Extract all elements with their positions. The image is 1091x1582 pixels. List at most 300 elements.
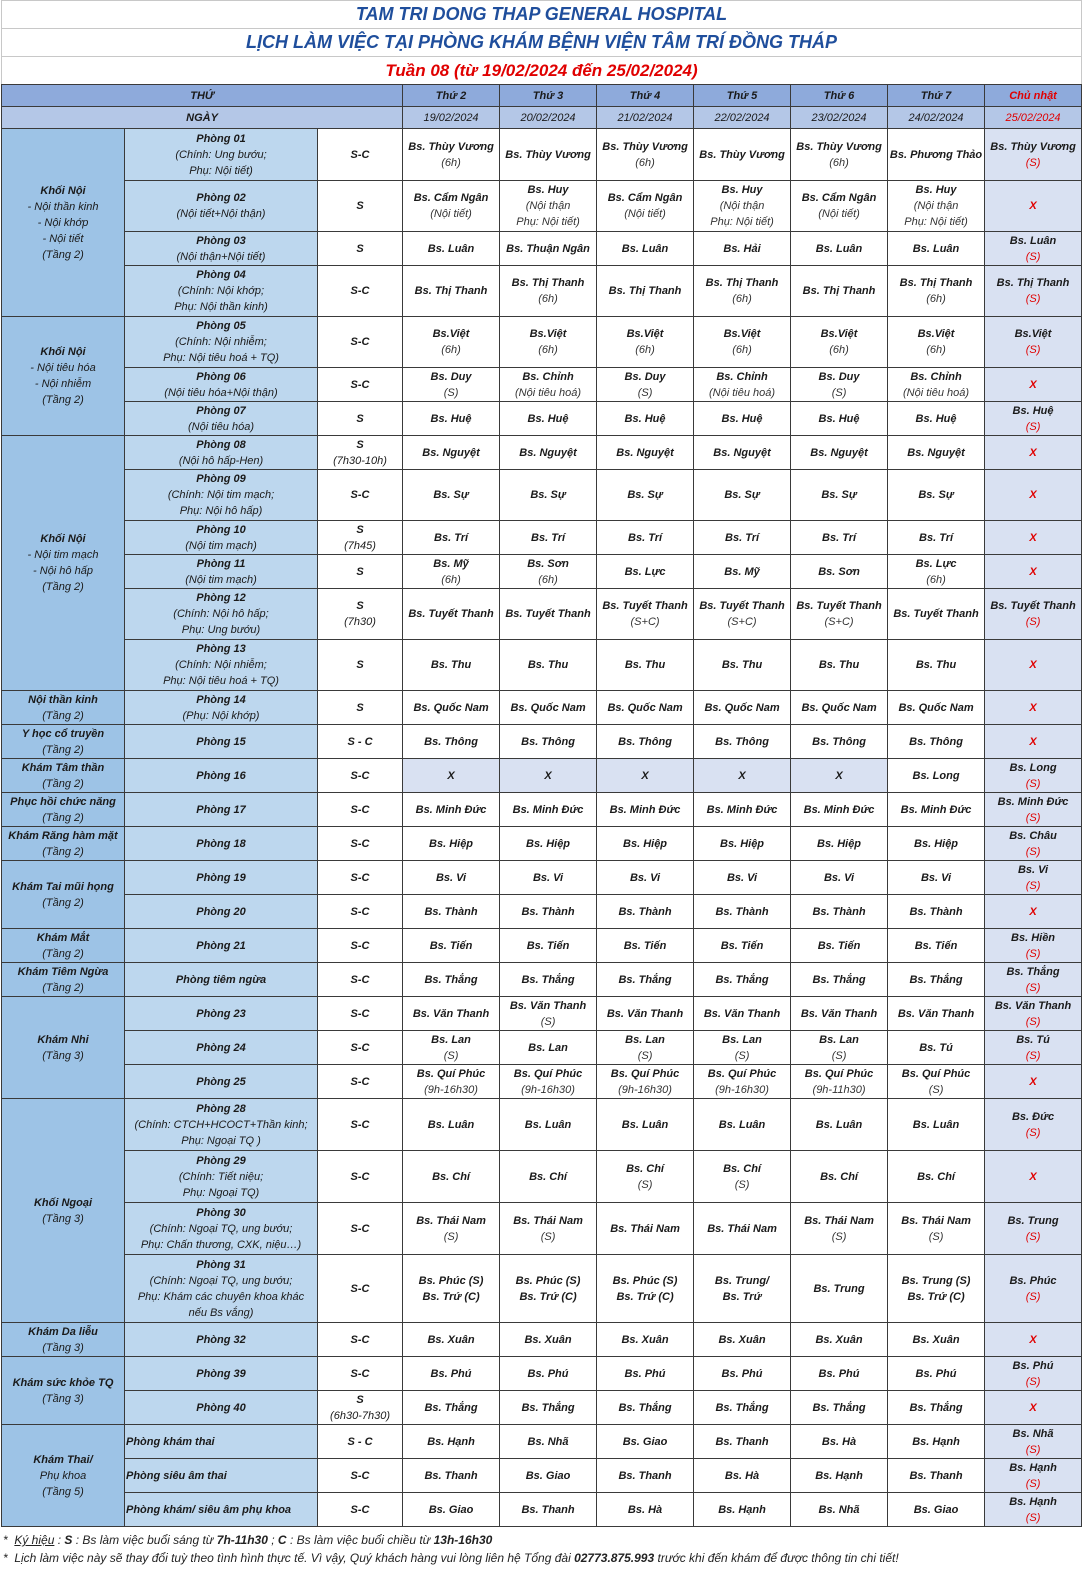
- doctor-name: Bs. Hiệp: [914, 837, 959, 850]
- block-detail: (Tầng 2): [42, 581, 84, 593]
- doctor-name: Bs. Thị Thanh: [802, 285, 876, 297]
- block-name: Khám Mắt: [36, 931, 90, 944]
- doctor-note: Phụ: Nội tiết): [710, 216, 774, 228]
- shift-code: S-C: [350, 1282, 370, 1295]
- doctor-name: Bs. Vi: [629, 871, 661, 884]
- day-date: 23/02/2024: [791, 107, 888, 129]
- doctor-name: Bs. Cẩm Ngân: [413, 192, 489, 204]
- doctor-name: Bs. Chí: [723, 1162, 761, 1175]
- doctor-name: Bs. Phúc: [1009, 1274, 1057, 1287]
- doctor-note: (S): [1025, 1290, 1041, 1303]
- room-name: Phòng 14: [196, 693, 246, 706]
- doctor-note: (S): [1025, 1230, 1041, 1243]
- block-cell: [2, 997, 125, 1099]
- doctor-cell: [791, 1099, 888, 1151]
- schedule-row: [2, 1255, 1082, 1323]
- doctor-note: (S+C): [727, 616, 757, 628]
- shift-code: S-C: [350, 1118, 370, 1131]
- room-name: Phòng 02: [196, 192, 246, 204]
- off-mark: X: [1029, 701, 1037, 714]
- room-specialty: nếu Bs vắng): [188, 1306, 254, 1319]
- doctor-name: Bs. Thùy Vương: [699, 148, 785, 161]
- doctor-name: Bs. Tuyết Thanh: [408, 608, 494, 620]
- doctor-name: Bs. Nguyệt: [519, 446, 577, 459]
- doctor-cell: [694, 402, 791, 436]
- room-specialty: (Chính: Nội khớp;: [177, 285, 265, 297]
- doctor-note: (S): [637, 1178, 653, 1191]
- doctor-cell: [500, 555, 597, 589]
- doctor-note: (6h): [829, 344, 849, 356]
- room-cell: [125, 691, 318, 725]
- doctor-cell: [500, 1459, 597, 1493]
- hotline-number: 02773.875.993: [574, 1551, 655, 1565]
- schedule-page: [1, 0, 1082, 1567]
- block-name: Khám Tai mũi họng: [12, 880, 114, 893]
- doctor-name: Bs. Luân: [815, 1118, 863, 1131]
- doctor-name: Bs. Thắng: [618, 973, 672, 986]
- shift-cell: [318, 1151, 403, 1203]
- room-name: Phòng 19: [196, 871, 246, 884]
- shift-cell: [318, 402, 403, 436]
- doctor-cell: [500, 181, 597, 232]
- doctor-name: Bs. Minh Đức: [997, 795, 1069, 808]
- shift-code: S-C: [350, 1075, 370, 1088]
- doctor-note: (S): [1025, 1375, 1041, 1388]
- doctor-cell: [597, 181, 694, 232]
- room-cell: [125, 1203, 318, 1255]
- doctor-name: Bs. Xuân: [427, 1333, 475, 1346]
- doctor-name: Bs. Hiệp: [720, 837, 765, 850]
- doctor-cell: [694, 129, 791, 181]
- doctor-cell: [403, 640, 500, 691]
- doctor-cell: [694, 861, 791, 895]
- room-specialty: (Nội thận+Nội tiết): [176, 250, 266, 263]
- schedule-row: [2, 232, 1082, 266]
- doctor-name: Bs. Văn Thanh: [606, 1007, 684, 1020]
- doctor-cell: [985, 793, 1082, 827]
- doctor-cell: [694, 470, 791, 521]
- doctor-cell: [500, 521, 597, 555]
- doctor-name: Bs. Thành: [618, 905, 672, 918]
- block-detail: (Tầng 2): [42, 743, 84, 756]
- doctor-cell: [403, 1493, 500, 1527]
- doctor-cell: [985, 827, 1082, 861]
- block-name: Khám sức khỏe TQ: [12, 1376, 114, 1389]
- doctor-cell: [694, 963, 791, 997]
- room-specialty: (Chính: Ngoại TQ, ung bướu;: [149, 1222, 293, 1235]
- doctor-name: Bs. Xuân: [524, 1333, 572, 1346]
- room-cell: [125, 1391, 318, 1425]
- block-name: Y học cổ truyền: [21, 727, 105, 740]
- doctor-name: Bs. Thu: [818, 659, 860, 671]
- doctor-cell: [500, 1203, 597, 1255]
- legend-c-text: : Bs làm việc buổi chiều từ: [289, 1533, 431, 1547]
- block-detail: (Tầng 2): [42, 709, 84, 722]
- shift-time: (7h45): [344, 539, 376, 552]
- room-specialty: (Nội tiết+Nội thận): [176, 208, 266, 220]
- block-detail: - Nội hô hấp: [33, 565, 93, 577]
- doctor-note: (S): [928, 1083, 944, 1096]
- doctor-name: Bs. Thắng: [909, 973, 963, 986]
- doctor-cell: [694, 640, 791, 691]
- room-name: Phòng 24: [196, 1041, 246, 1054]
- doctor-cell: [791, 1151, 888, 1203]
- shift-code: S - C: [347, 735, 373, 748]
- off-mark: X: [447, 769, 455, 782]
- doctor-name: Bs. Thắng: [812, 1401, 866, 1414]
- schedule-row: [2, 1323, 1082, 1357]
- room-specialty: Phụ: Ngoại TQ ): [181, 1134, 261, 1147]
- doctor-name: Bs.Việt: [917, 328, 955, 340]
- doctor-cell: [597, 317, 694, 368]
- schedule-row: [2, 1151, 1082, 1203]
- doctor-name: Bs. Vi: [823, 871, 855, 884]
- shift-cell: [318, 929, 403, 963]
- shift-code: S-C: [350, 148, 370, 161]
- doctor-name: Bs. Quí Phúc: [707, 1067, 777, 1080]
- doctor-name: Bs. Sự: [433, 489, 469, 501]
- room-name: Phòng 01: [196, 132, 246, 145]
- doctor-cell: [694, 589, 791, 640]
- doctor-name: Bs. Hà: [724, 1469, 760, 1482]
- room-cell: [125, 368, 318, 402]
- shift-cell: [318, 963, 403, 997]
- doctor-name: Bs. Lan: [722, 1033, 762, 1046]
- block-name: Phục hồi chức năng: [10, 795, 116, 808]
- room-specialty: (Phụ: Nội khớp): [182, 709, 260, 722]
- room-name: Phòng 11: [196, 557, 246, 570]
- doctor-cell: [597, 436, 694, 470]
- doctor-cell: [403, 861, 500, 895]
- doctor-cell: [500, 589, 597, 640]
- room-specialty: (Chính: Nội nhiễm;: [175, 659, 267, 671]
- doctor-name: Bs. Thị Thanh: [608, 285, 682, 297]
- doctor-name: Bs. Thắng: [715, 973, 769, 986]
- shift-code: S-C: [350, 1222, 370, 1235]
- doctor-name: Bs. Chí: [820, 1170, 858, 1183]
- doctor-note: (9h-16h30): [715, 1083, 769, 1096]
- day-label: Thứ 6: [791, 85, 888, 107]
- doctor-note: (9h-16h30): [424, 1083, 478, 1096]
- schedule-row: [2, 1031, 1082, 1065]
- room-specialty: (Nội tiêu hóa+Nội thận): [164, 386, 278, 399]
- schedule-row: [2, 470, 1082, 521]
- doctor-cell: [888, 1151, 985, 1203]
- shift-code: S - C: [347, 1435, 373, 1448]
- doctor-cell: [791, 997, 888, 1031]
- doctor-cell: [694, 725, 791, 759]
- doctor-cell: [597, 827, 694, 861]
- doctor-name: Bs. Hiền: [1011, 931, 1056, 944]
- doctor-cell: [403, 1459, 500, 1493]
- block-detail: (Tầng 3): [42, 1392, 84, 1405]
- doctor-note: (Nội tiêu hoá): [515, 386, 582, 399]
- schedule-row: [2, 691, 1082, 725]
- off-mark: X: [1029, 446, 1037, 459]
- doctor-name: Bs. Sự: [627, 489, 663, 501]
- block-detail: (Tầng 2): [42, 394, 84, 406]
- doctor-name: Bs. Xuân: [621, 1333, 669, 1346]
- schedule-row: [2, 1065, 1082, 1099]
- off-mark: X: [544, 769, 552, 782]
- shift-cell: [318, 181, 403, 232]
- schedule-row: [2, 997, 1082, 1031]
- doctor-name: Bs. Tuyết Thanh: [505, 608, 591, 620]
- off-mark: X: [835, 769, 843, 782]
- doctor-name: Bs. Huệ: [818, 412, 860, 425]
- doctor-cell: [791, 266, 888, 317]
- doctor-name: Bs.Việt: [1014, 328, 1052, 340]
- block-cell: [2, 129, 125, 317]
- doctor-cell: [888, 929, 985, 963]
- doctor-cell: [985, 725, 1082, 759]
- doctor-cell: [597, 1255, 694, 1323]
- doctor-cell: [500, 997, 597, 1031]
- doctor-name: Bs.Việt: [432, 328, 470, 340]
- doctor-note: (S): [734, 1049, 750, 1062]
- room-cell: [125, 895, 318, 929]
- room-cell: [125, 1459, 318, 1493]
- doctor-cell: [500, 895, 597, 929]
- room-name: Phòng 05: [196, 320, 246, 332]
- block-detail: (Tầng 3): [42, 1049, 84, 1062]
- room-name: Phòng 10: [196, 523, 246, 536]
- doctor-cell: [403, 691, 500, 725]
- doctor-note: (Nội tiết): [624, 208, 666, 220]
- doctor-name: Bs. Phúc (S): [612, 1274, 678, 1287]
- doctor-cell: [500, 929, 597, 963]
- day-header-row: [2, 85, 1082, 107]
- shift-cell: [318, 521, 403, 555]
- doctor-cell: [791, 759, 888, 793]
- doctor-cell: [888, 1425, 985, 1459]
- doctor-name: Bs. Lực: [624, 565, 666, 578]
- doctor-cell: [694, 1425, 791, 1459]
- doctor-cell: [888, 1099, 985, 1151]
- doctor-cell: [597, 861, 694, 895]
- doctor-cell: [888, 725, 985, 759]
- doctor-name: Bs. Chỉnh: [716, 370, 768, 383]
- schedule-body: [2, 85, 1082, 1527]
- room-specialty: (Chính: Nội tim mạch;: [167, 489, 275, 501]
- room-specialty: Phụ: Nội thần kinh): [174, 301, 268, 313]
- doctor-name: Bs. Huệ: [915, 412, 957, 425]
- doctor-cell: [985, 895, 1082, 929]
- room-specialty: Phụ: Nội tiết): [189, 164, 253, 177]
- doctor-name: Bs. Trí: [725, 531, 760, 544]
- shift-time: (6h30-7h30): [330, 1409, 390, 1422]
- doctor-cell: [694, 317, 791, 368]
- doctor-cell: [597, 1459, 694, 1493]
- doctor-note: (6h): [732, 344, 752, 356]
- doctor-cell: [888, 1323, 985, 1357]
- room-name: Phòng 13: [196, 643, 246, 655]
- shift-cell: [318, 725, 403, 759]
- contact-note: * Lịch làm việc này sẽ thay đổi tuỳ theo tình hình thực tế. Vì vậy, Quý khách hàng vui lòng liên hệ Tổng đài 02773.875.993 trước khi đến khám để được thông tin chi tiết!: [3, 1551, 899, 1565]
- doctor-name: Bs. Xuân: [912, 1333, 960, 1346]
- doctor-name: Bs. Văn Thanh: [800, 1007, 878, 1020]
- doctor-cell: [985, 929, 1082, 963]
- doctor-cell: [694, 521, 791, 555]
- doctor-cell: [500, 1099, 597, 1151]
- schedule-row: [2, 1391, 1082, 1425]
- doctor-name: Bs. Thái Nam: [707, 1222, 777, 1235]
- off-mark: X: [1029, 1075, 1037, 1088]
- shift-cell: [318, 640, 403, 691]
- doctor-cell: [500, 827, 597, 861]
- legend-s-text: : Bs làm việc buổi sáng từ: [75, 1533, 214, 1547]
- doctor-cell: [597, 1357, 694, 1391]
- day-label: Thứ 3: [500, 85, 597, 107]
- schedule-row: [2, 1203, 1082, 1255]
- doctor-name: Bs. Luân: [912, 1118, 960, 1131]
- room-cell: [125, 181, 318, 232]
- doctor-cell: [985, 1065, 1082, 1099]
- doctor-cell: [500, 402, 597, 436]
- doctor-cell: [888, 181, 985, 232]
- block-cell: [2, 861, 125, 929]
- doctor-name: Bs. Nhã: [527, 1435, 569, 1448]
- room-name: Phòng 31: [196, 1258, 246, 1271]
- shift-code: S-C: [350, 1333, 370, 1346]
- room-cell: [125, 232, 318, 266]
- doctor-name: Bs. Huệ: [721, 412, 763, 425]
- doctor-cell: [597, 129, 694, 181]
- room-name: Phòng 03: [196, 234, 246, 247]
- doctor-cell: [694, 436, 791, 470]
- doctor-cell: [694, 1357, 791, 1391]
- room-name: Phòng tiêm ngừa: [175, 973, 267, 986]
- block-name: Khối Nội: [40, 533, 86, 545]
- off-mark: X: [1029, 1170, 1037, 1183]
- doctor-cell: [403, 1357, 500, 1391]
- shift-cell: [318, 1357, 403, 1391]
- off-mark: X: [1029, 531, 1037, 544]
- doctor-cell: [597, 521, 694, 555]
- doctor-cell: [791, 793, 888, 827]
- doctor-name: Bs. Duy: [818, 370, 860, 383]
- doctor-note: Phụ: Nội tiết): [904, 216, 968, 228]
- doctor-name: Bs. Nguyệt: [422, 446, 480, 459]
- doctor-name: Bs. Sự: [821, 489, 857, 501]
- legend-c-time: 13h-16h30: [433, 1533, 493, 1547]
- doctor-name: Bs. Tiến: [914, 939, 958, 952]
- doctor-name: Bs. Thanh: [909, 1469, 963, 1482]
- block-name: Khám Da liễu: [28, 1325, 98, 1338]
- block-detail: - Nội tiết: [42, 232, 84, 245]
- doctor-note: (6h): [635, 156, 655, 169]
- doctor-name: Bs.Việt: [820, 328, 858, 340]
- doctor-cell: [888, 521, 985, 555]
- schedule-row: [2, 436, 1082, 470]
- doctor-cell: [888, 368, 985, 402]
- doctor-name: Bs. Xuân: [718, 1333, 766, 1346]
- schedule-row: [2, 1357, 1082, 1391]
- doctor-name: Bs. Văn Thanh: [412, 1007, 490, 1020]
- doctor-cell: [985, 266, 1082, 317]
- doctor-cell: [500, 1357, 597, 1391]
- schedule-row: [2, 317, 1082, 368]
- room-name: Phòng khám thai: [126, 1435, 215, 1448]
- doctor-name: Bs. Cẩm Ngân: [607, 192, 683, 204]
- shift-cell: [318, 555, 403, 589]
- doctor-note: (6h): [926, 293, 946, 305]
- shift-cell: [318, 1459, 403, 1493]
- doctor-name: Bs. Luân: [718, 1118, 766, 1131]
- off-mark: X: [738, 769, 746, 782]
- day-date: 24/02/2024: [888, 107, 985, 129]
- block-name: Khám Tâm thần: [21, 761, 105, 774]
- doctor-name: Bs.Việt: [723, 328, 761, 340]
- doctor-cell: [888, 691, 985, 725]
- doctor-name: Bs. Tuyết Thanh: [990, 600, 1076, 612]
- shift-cell: [318, 827, 403, 861]
- block-detail: (Tầng 3): [42, 1212, 84, 1225]
- doctor-cell: [888, 1065, 985, 1099]
- doctor-name: Bs. Hạnh: [815, 1469, 863, 1482]
- room-cell: [125, 725, 318, 759]
- doctor-cell: [888, 963, 985, 997]
- doctor-cell: [888, 266, 985, 317]
- room-cell: [125, 436, 318, 470]
- doctor-name: Bs. Long: [912, 769, 960, 782]
- doctor-cell: [403, 997, 500, 1031]
- room-name: Phòng 32: [196, 1333, 246, 1346]
- doctor-cell: [500, 1065, 597, 1099]
- doctor-cell: [985, 317, 1082, 368]
- doctor-note: (9h-11h30): [812, 1083, 866, 1096]
- doctor-name: Bs. Thùy Vương: [408, 140, 494, 153]
- doctor-name: Bs. Thùy Vương: [796, 140, 882, 153]
- doctor-cell: [791, 1065, 888, 1099]
- room-cell: [125, 1255, 318, 1323]
- doctor-cell: [694, 793, 791, 827]
- room-cell: [125, 1099, 318, 1151]
- note-text: Lịch làm việc này sẽ thay đổi tuỳ theo tình hình thực tế. Vì vậy, Quý khách hàng vui lòng liên hệ: [14, 1551, 521, 1565]
- doctor-name: Bs. Luân: [912, 242, 960, 255]
- doctor-cell: [694, 1459, 791, 1493]
- doctor-name: Bs. Thị Thanh: [705, 277, 779, 289]
- doctor-name: Bs. Thanh: [715, 1435, 769, 1448]
- doctor-cell: [403, 317, 500, 368]
- shift-code: S-C: [350, 336, 370, 348]
- doctor-note: (S): [1025, 344, 1041, 356]
- legend-s-time: 7h-11h30: [216, 1533, 268, 1547]
- block-detail: (Tầng 2): [42, 947, 84, 960]
- doctor-cell: [403, 1099, 500, 1151]
- off-mark: X: [1029, 200, 1037, 212]
- doctor-name: Bs. Văn Thanh: [994, 999, 1072, 1012]
- off-mark: X: [641, 769, 649, 782]
- doctor-cell: [403, 1323, 500, 1357]
- block-name: Khối Ngoại: [33, 1196, 93, 1209]
- doctor-cell: [694, 232, 791, 266]
- doctor-name: Bs. Tiến: [526, 939, 570, 952]
- doctor-cell: [791, 1323, 888, 1357]
- doctor-name: Bs. Văn Thanh: [897, 1007, 975, 1020]
- doctor-note: (6h): [441, 156, 461, 169]
- room-name: Phòng 09: [196, 473, 246, 485]
- shift-code: S: [356, 412, 364, 425]
- shift-cell: [318, 129, 403, 181]
- doctor-cell: [694, 929, 791, 963]
- room-cell: [125, 827, 318, 861]
- block-name: Khám Răng hàm mặt: [8, 829, 118, 842]
- doctor-name: Bs. Phú: [721, 1367, 763, 1380]
- doctor-name: Bs. Châu: [1009, 829, 1057, 842]
- block-detail: - Nội khớp: [37, 216, 89, 229]
- doctor-cell: [694, 1493, 791, 1527]
